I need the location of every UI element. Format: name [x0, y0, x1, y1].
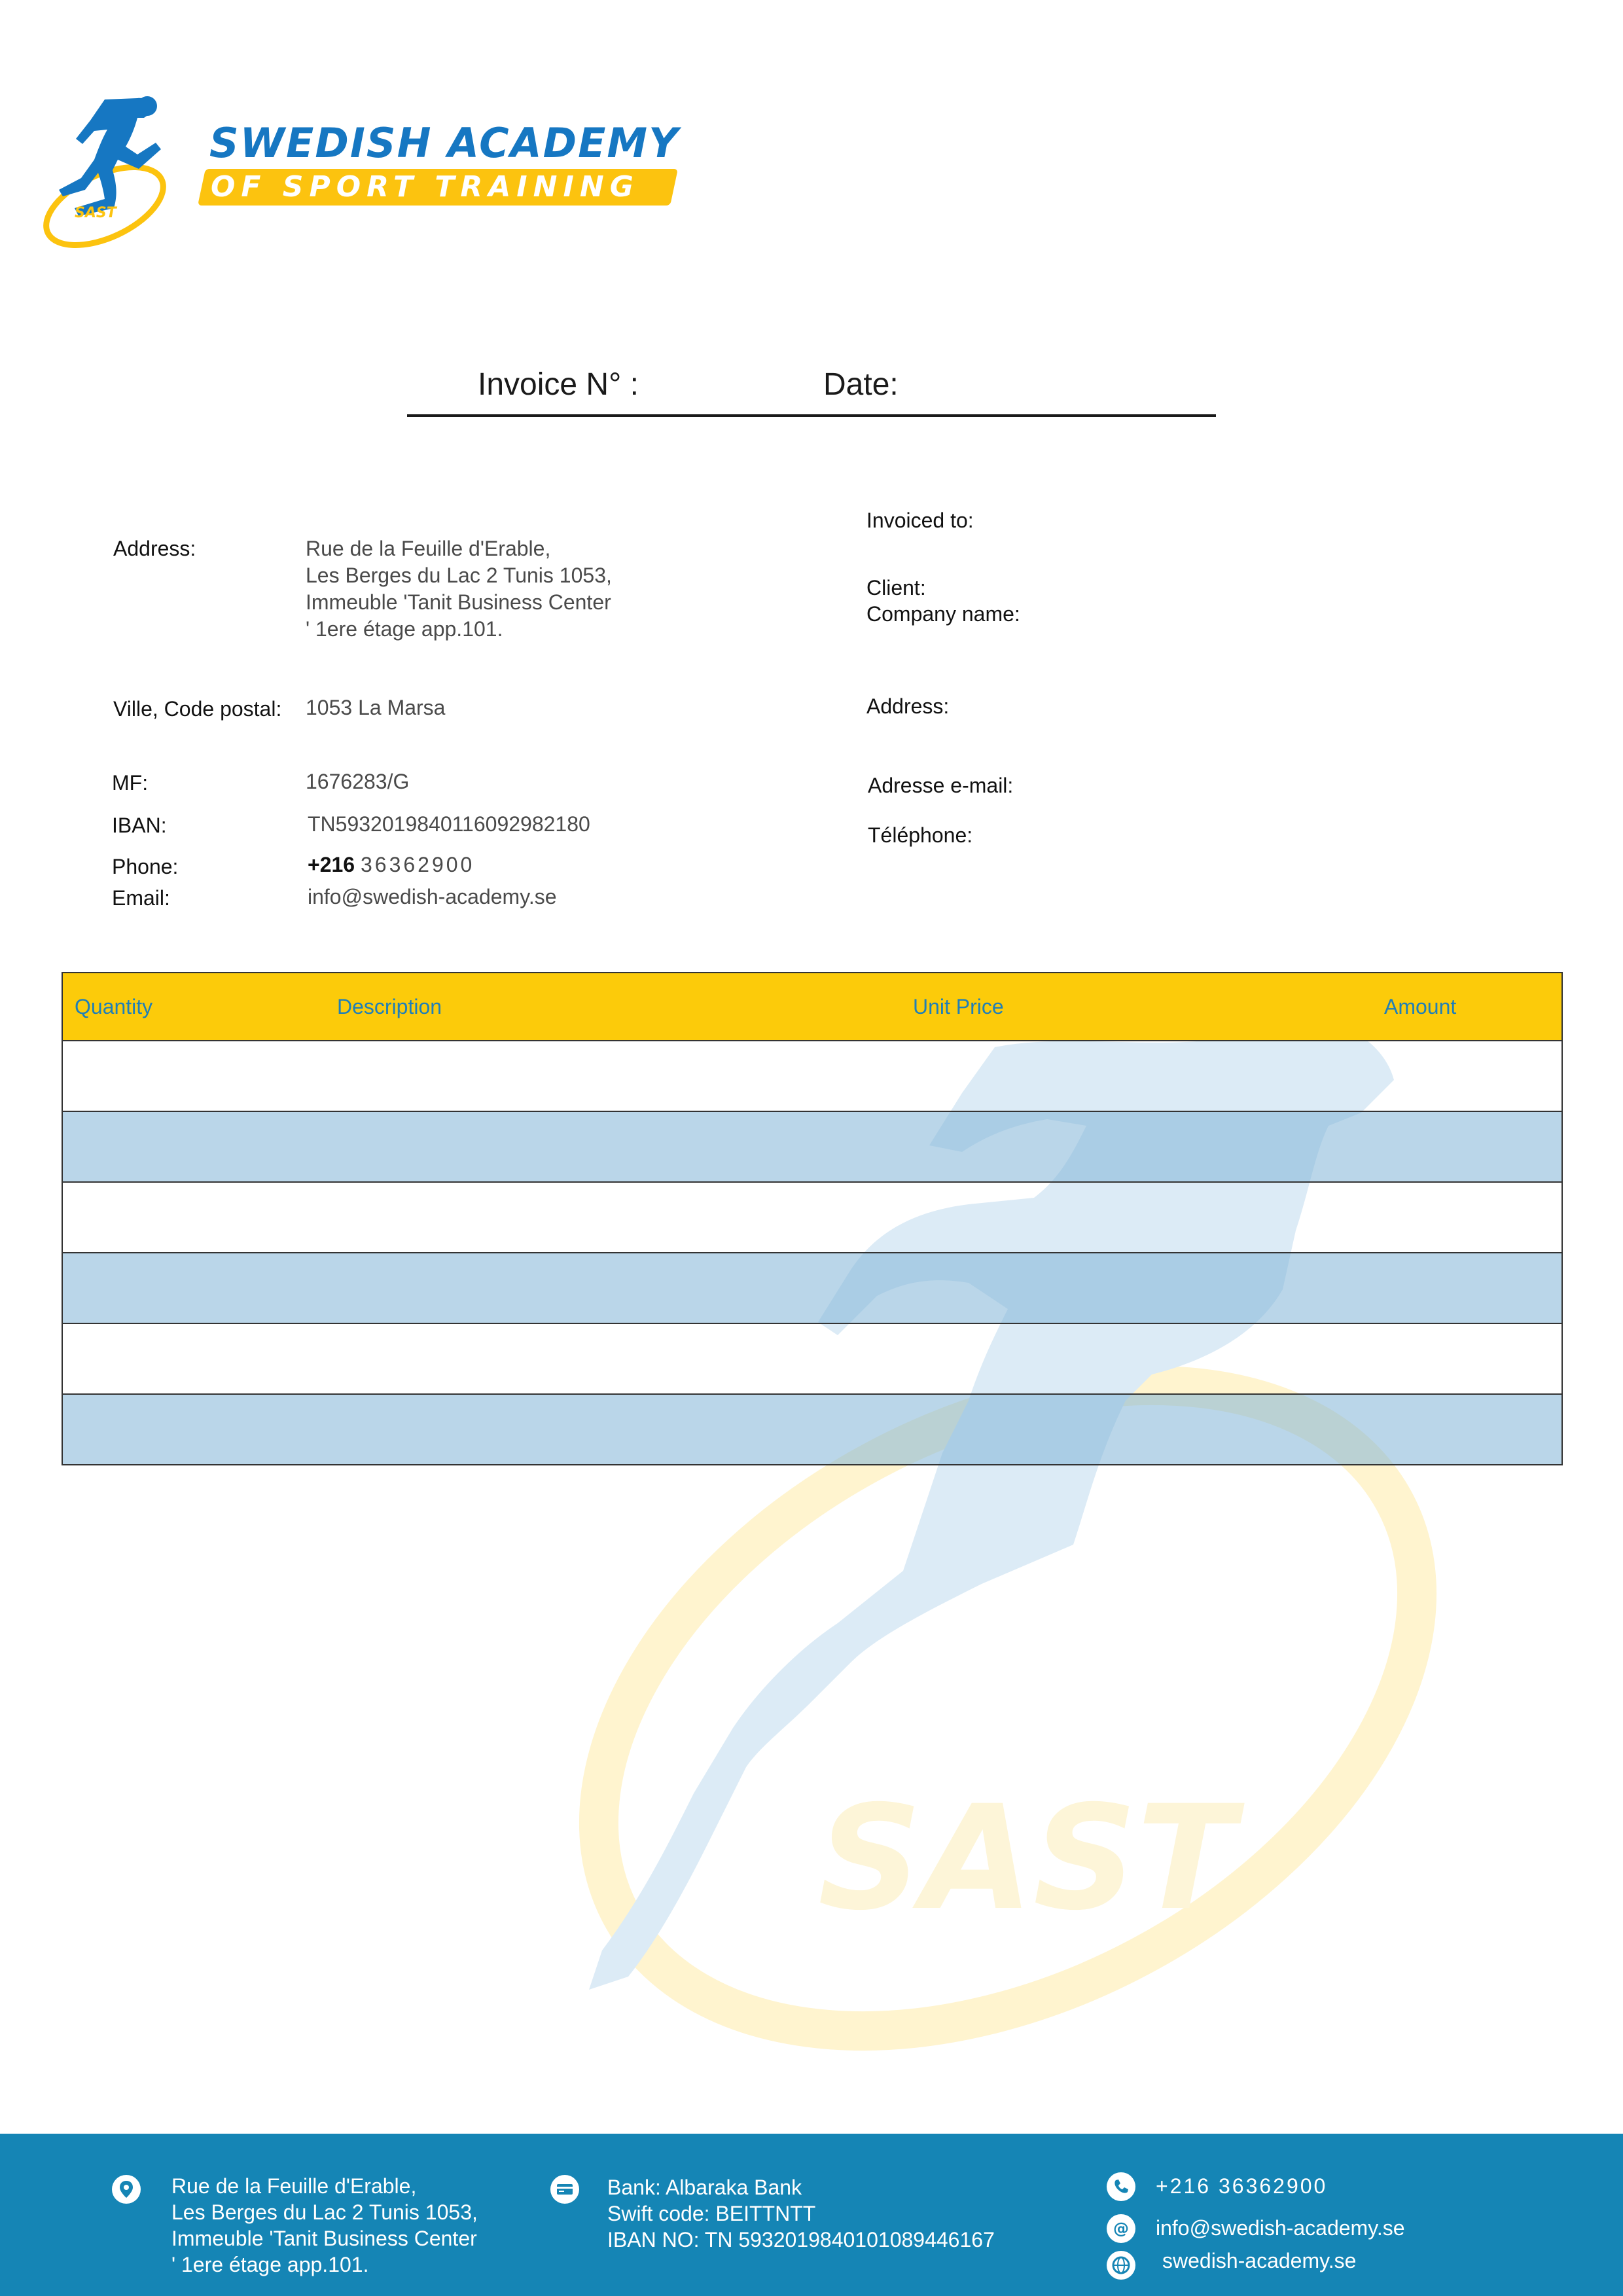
logo-mark-text: SAST: [75, 205, 116, 221]
table-row: [62, 1182, 1562, 1253]
footer-bar: [0, 2134, 1623, 2296]
brand-name-line2: OF SPORT TRAINING: [211, 170, 639, 204]
table-cell[interactable]: [913, 1394, 1384, 1465]
at-sign-icon: [1106, 2214, 1136, 2244]
footer-address-line: Immeuble 'Tanit Business Center: [171, 2227, 477, 2250]
table-row: [62, 1394, 1562, 1465]
table-header-row: [62, 973, 1562, 1041]
table-cell[interactable]: [913, 1041, 1384, 1111]
table-cell[interactable]: [337, 1323, 913, 1394]
ville-value: 1053 La Marsa: [306, 696, 446, 719]
table-cell[interactable]: [1384, 1253, 1562, 1323]
column-header-quantity: Quantity: [62, 973, 337, 1041]
company-name-label: Company name:: [866, 602, 1020, 626]
table-row: [62, 1253, 1562, 1323]
table-cell[interactable]: [913, 1253, 1384, 1323]
invoice-date-label: Date:: [823, 367, 899, 402]
ville-label: Ville, Code postal:: [113, 697, 282, 721]
logo-runner-icon: [39, 92, 190, 249]
table-cell[interactable]: [62, 1323, 337, 1394]
mf-value: 1676283/G: [306, 770, 410, 793]
table-cell[interactable]: [1384, 1394, 1562, 1465]
table-cell[interactable]: [62, 1041, 337, 1111]
client-label: Client:: [866, 576, 926, 600]
table-cell[interactable]: [337, 1394, 913, 1465]
invoiced-to-label: Invoiced to:: [866, 509, 974, 532]
footer-address-line: Rue de la Feuille d'Erable,: [171, 2174, 417, 2198]
table-cell[interactable]: [1384, 1323, 1562, 1394]
iban-label: IBAN:: [112, 814, 167, 837]
footer-bank-line: IBAN NO: TN 5932019840101089446167: [607, 2228, 995, 2251]
table-cell[interactable]: [62, 1182, 337, 1253]
table-cell[interactable]: [62, 1111, 337, 1182]
phone-value: [308, 853, 474, 877]
table-row: [62, 1111, 1562, 1182]
column-header-unit-price: Unit Price: [913, 973, 1384, 1041]
sender-address-line: Rue de la Feuille d'Erable,: [306, 537, 551, 560]
phone-label: Phone:: [112, 855, 179, 878]
phone-icon: [1106, 2172, 1136, 2202]
bank-card-icon: [550, 2174, 580, 2204]
svg-text:@: @: [1113, 2219, 1129, 2238]
iban-value: TN5932019840116092982180: [308, 812, 590, 836]
footer-address: [171, 2173, 478, 2278]
footer-bank-line: Swift code: BEITTNTT: [607, 2202, 816, 2225]
footer-address-line: ' 1ere étage app.101.: [171, 2253, 369, 2276]
table-cell[interactable]: [337, 1111, 913, 1182]
table-row: [62, 1041, 1562, 1111]
table-cell[interactable]: [337, 1253, 913, 1323]
table-row: [62, 1323, 1562, 1394]
sender-address-line: ' 1ere étage app.101.: [306, 617, 503, 641]
column-header-description: Description: [337, 973, 913, 1041]
location-pin-icon: [111, 2174, 141, 2204]
table-cell[interactable]: [62, 1394, 337, 1465]
table-cell[interactable]: [337, 1041, 913, 1111]
footer-bank-info: [607, 2174, 995, 2253]
watermark-text: SAST: [818, 1774, 1236, 1942]
table-cell[interactable]: [337, 1182, 913, 1253]
recipient-address-label: Address:: [866, 694, 950, 718]
email-label: Email:: [112, 886, 170, 910]
column-header-amount: Amount: [1384, 973, 1562, 1041]
sender-address-label: Address:: [113, 537, 196, 560]
footer-phone[interactable]: +216 36362900: [1156, 2174, 1328, 2198]
email-value: info@swedish-academy.se: [308, 885, 557, 908]
table-cell[interactable]: [913, 1182, 1384, 1253]
phone-number: 36362900: [360, 853, 475, 876]
table-cell[interactable]: [62, 1253, 337, 1323]
invoice-number-label: Invoice N° :: [478, 367, 639, 402]
brand-name-line1: SWEDISH ACADEMY: [209, 119, 680, 167]
table-cell[interactable]: [1384, 1041, 1562, 1111]
table-cell[interactable]: [1384, 1182, 1562, 1253]
recipient-email-label: Adresse e-mail:: [868, 774, 1014, 797]
table-cell[interactable]: [913, 1111, 1384, 1182]
sender-address-line: Immeuble 'Tanit Business Center: [306, 590, 611, 614]
footer-email[interactable]: info@swedish-academy.se: [1156, 2216, 1405, 2240]
table-cell[interactable]: [1384, 1111, 1562, 1182]
footer-website[interactable]: swedish-academy.se: [1162, 2249, 1357, 2272]
sender-address-line: Les Berges du Lac 2 Tunis 1053,: [306, 564, 612, 587]
table-cell[interactable]: [913, 1323, 1384, 1394]
footer-bank-line: Bank: Albaraka Bank: [607, 2176, 802, 2199]
mf-label: MF:: [112, 771, 149, 795]
invoice-items-table: [62, 972, 1563, 1465]
recipient-phone-label: Téléphone:: [868, 823, 973, 847]
phone-prefix: +216: [308, 853, 355, 876]
title-underline: [407, 414, 1216, 417]
globe-icon: [1106, 2250, 1136, 2280]
sender-address-value: [306, 535, 612, 643]
footer-address-line: Les Berges du Lac 2 Tunis 1053,: [171, 2200, 478, 2224]
